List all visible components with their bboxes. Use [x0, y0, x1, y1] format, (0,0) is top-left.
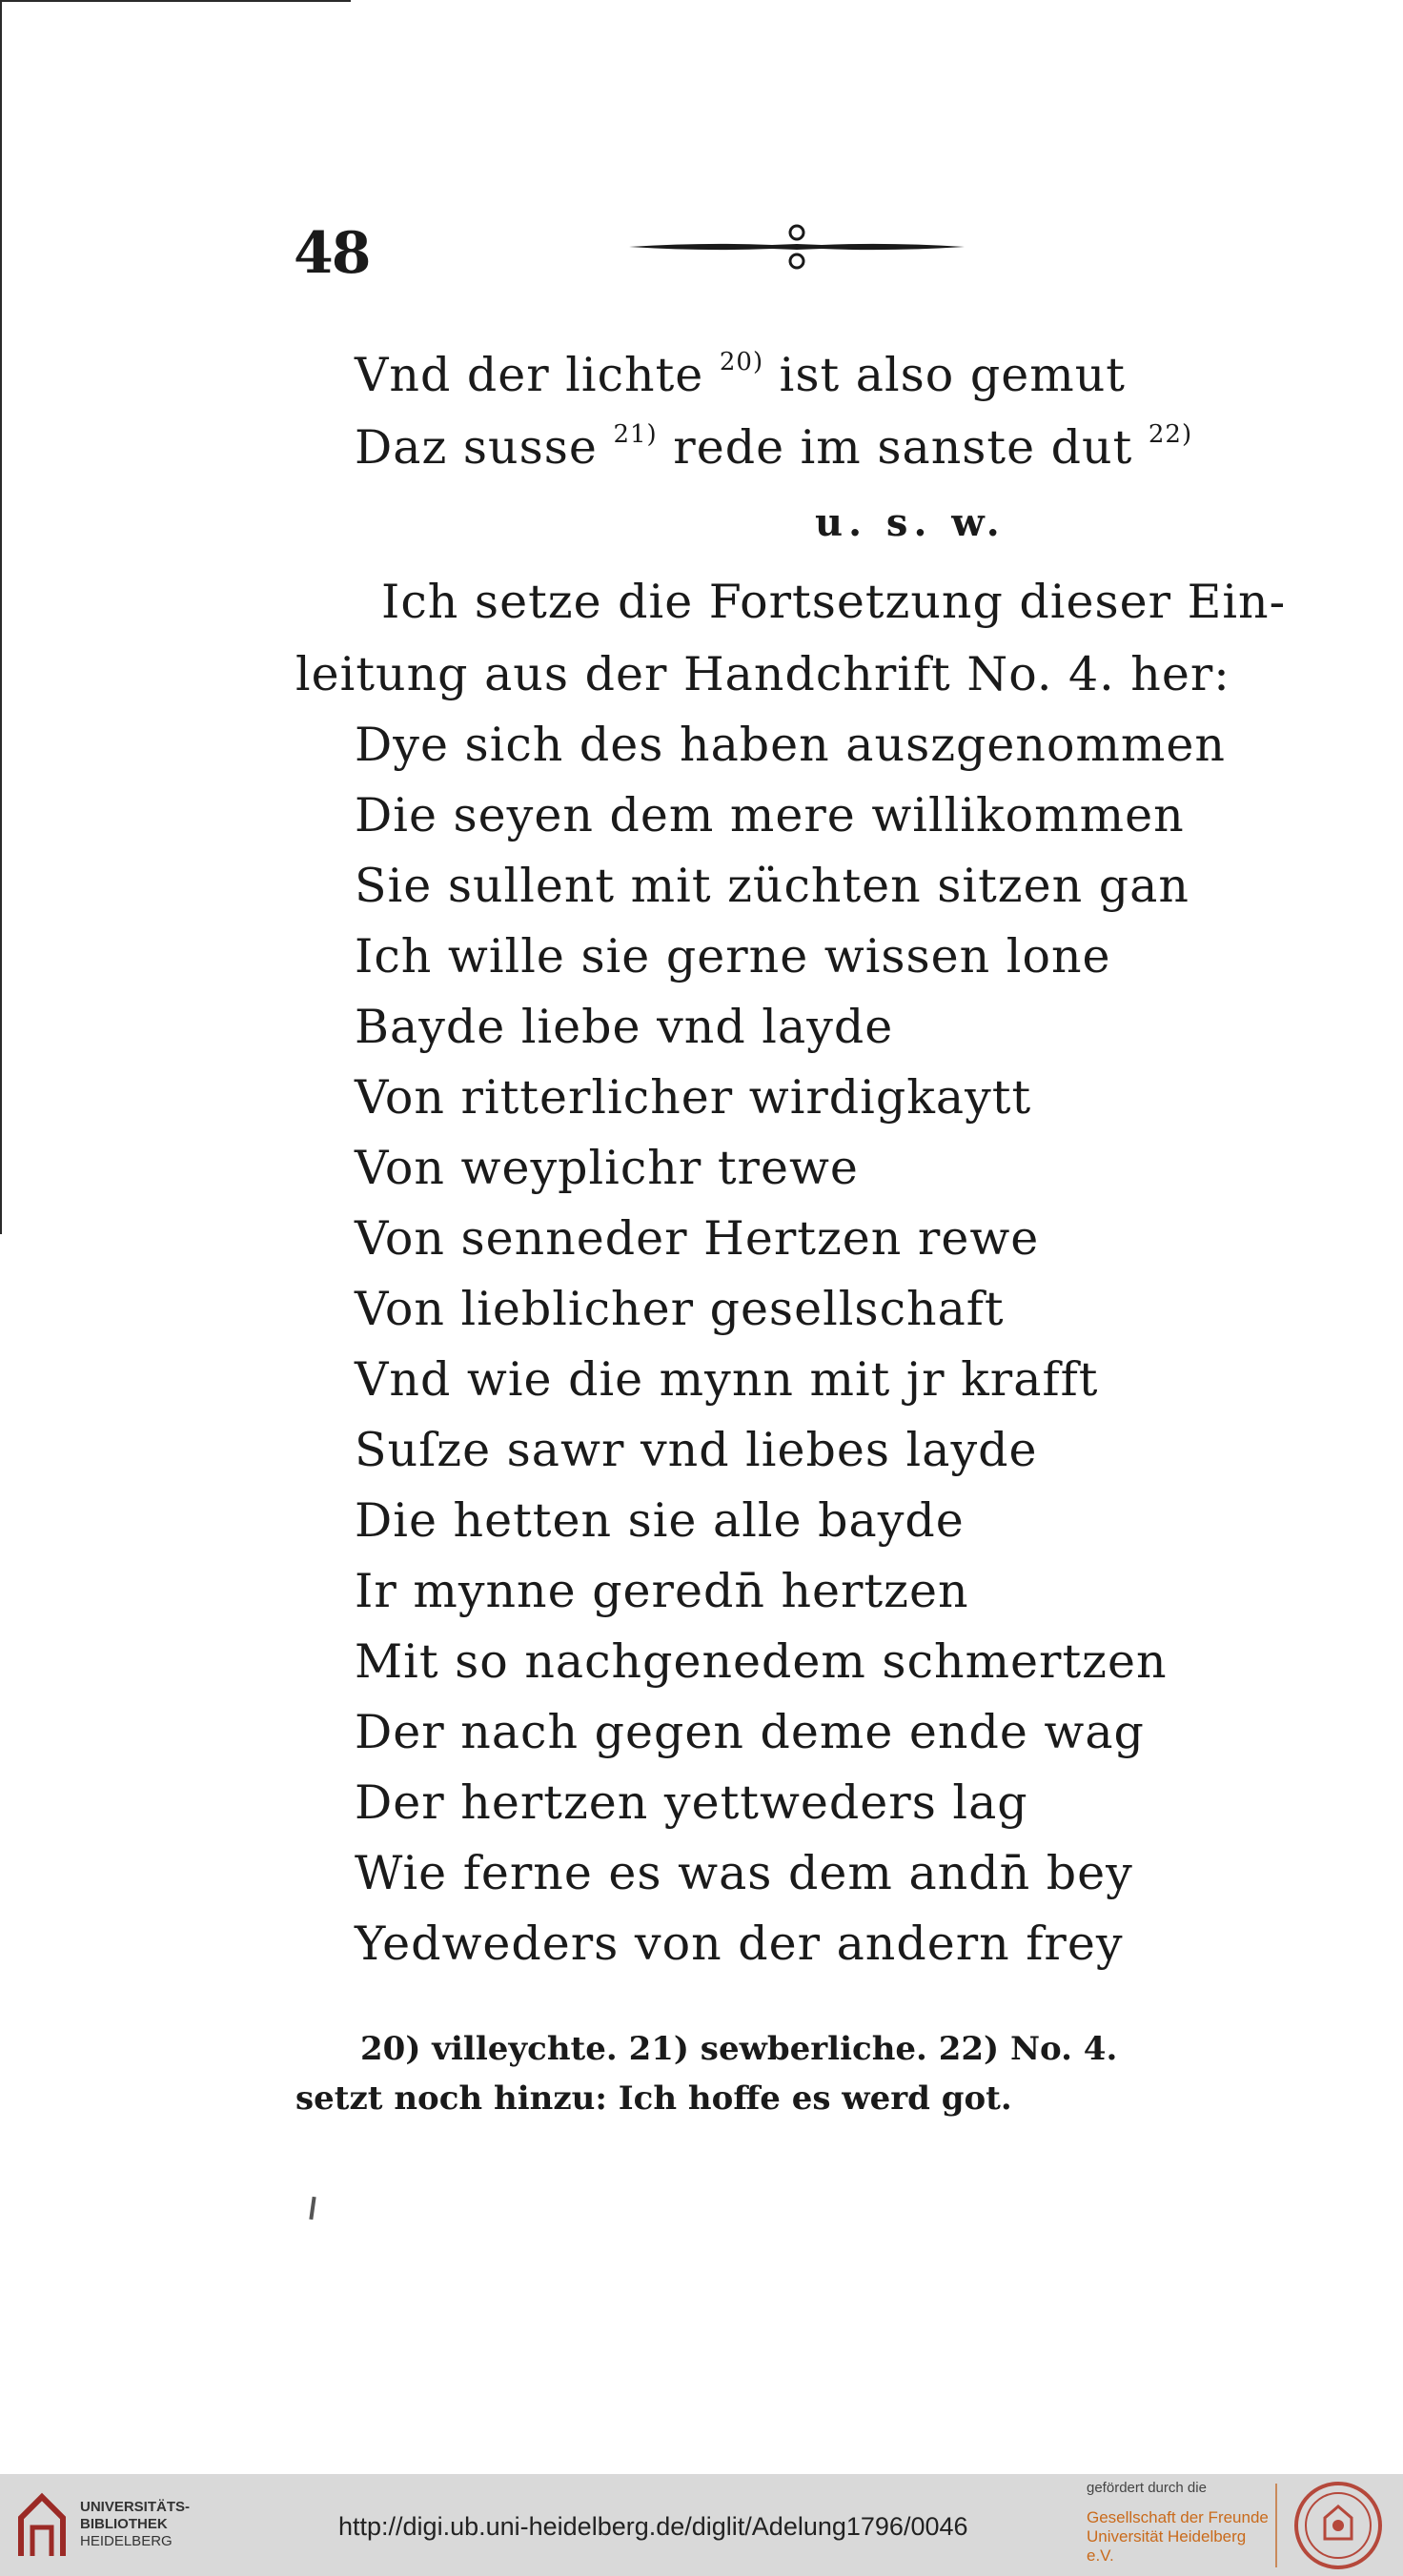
- university-seal-icon: [1292, 2480, 1384, 2571]
- text-line: Ir mynne geredn̄ hertzen: [355, 1564, 969, 1618]
- page-number: 48: [294, 220, 370, 287]
- scan-top-edge: [0, 0, 351, 2]
- text-line: Yedweders von der andern frey: [355, 1917, 1124, 1971]
- scan-left-edge: [0, 0, 2, 1234]
- text-line: Vnd der lichte $^{20)}$ ist also gemut: [355, 348, 1126, 402]
- continuation-mark: u. s. w.: [815, 500, 1006, 545]
- footer-bar: [0, 2474, 1403, 2576]
- ornament-rule-icon: [629, 221, 965, 273]
- text-line: Wie ferne es was dem andn̄ bey: [355, 1846, 1133, 1900]
- sponsor-name: Gesellschaft der Freunde Universität Heidelberg e.V.: [1087, 2508, 1269, 2565]
- footnote-line: setzt noch hinzu: Ich hoffe es werd got.: [295, 2079, 1012, 2118]
- text-line: Die hetten sie alle bayde: [355, 1493, 965, 1548]
- text-line: Von senneder Hertzen rewe: [355, 1211, 1040, 1266]
- text-line: Mit so nachgenedem schmertzen: [355, 1634, 1168, 1689]
- sponsor-label: gefördert durch die: [1087, 2480, 1207, 2496]
- text-line: Von lieblicher gesellschaft: [355, 1282, 1005, 1336]
- permalink-url[interactable]: http://digi.ub.uni-heidelberg.de/diglit/Adelung1796/0046: [338, 2512, 968, 2541]
- scan-blemish: [309, 2197, 315, 2220]
- text-line: Daz susse $^{21)}$ rede im sanste dut $^{22)}$: [355, 420, 1193, 475]
- university-library-name: UNIVERSITÄTS- BIBLIOTHEK HEIDELBERG: [80, 2499, 191, 2549]
- text-line: Der nach gegen deme ende wag: [355, 1705, 1145, 1759]
- text-line: Ich wille sie gerne wissen lone: [355, 929, 1111, 984]
- footnote-line: 20) villeychte. 21) sewberliche. 22) No. 4.: [360, 2030, 1118, 2068]
- text-line: Suſze sawr vnd liebes layde: [355, 1423, 1038, 1477]
- text-line: Bayde liebe vnd layde: [355, 1000, 894, 1054]
- text-line: Dye sich des haben auszgenommen: [355, 718, 1226, 772]
- university-library-logo-icon: [13, 2489, 71, 2562]
- text-line: Sie sullent mit züchten sitzen gan: [355, 859, 1190, 913]
- sponsor-divider: [1275, 2484, 1277, 2567]
- text-line: leitung aus der Handchrift No. 4. her:: [295, 647, 1230, 701]
- text-line: Vnd wie die mynn mit jr krafft: [355, 1352, 1099, 1407]
- text-line: Der hertzen yettweders lag: [355, 1775, 1028, 1830]
- text-line: Von ritterlicher wirdigkaytt: [355, 1070, 1032, 1125]
- text-line: Von weyplichr trewe: [355, 1141, 859, 1195]
- text-line: Ich setze die Fortsetzung dieser Ein-: [381, 575, 1287, 629]
- text-line: Die seyen dem mere willikommen: [355, 788, 1185, 842]
